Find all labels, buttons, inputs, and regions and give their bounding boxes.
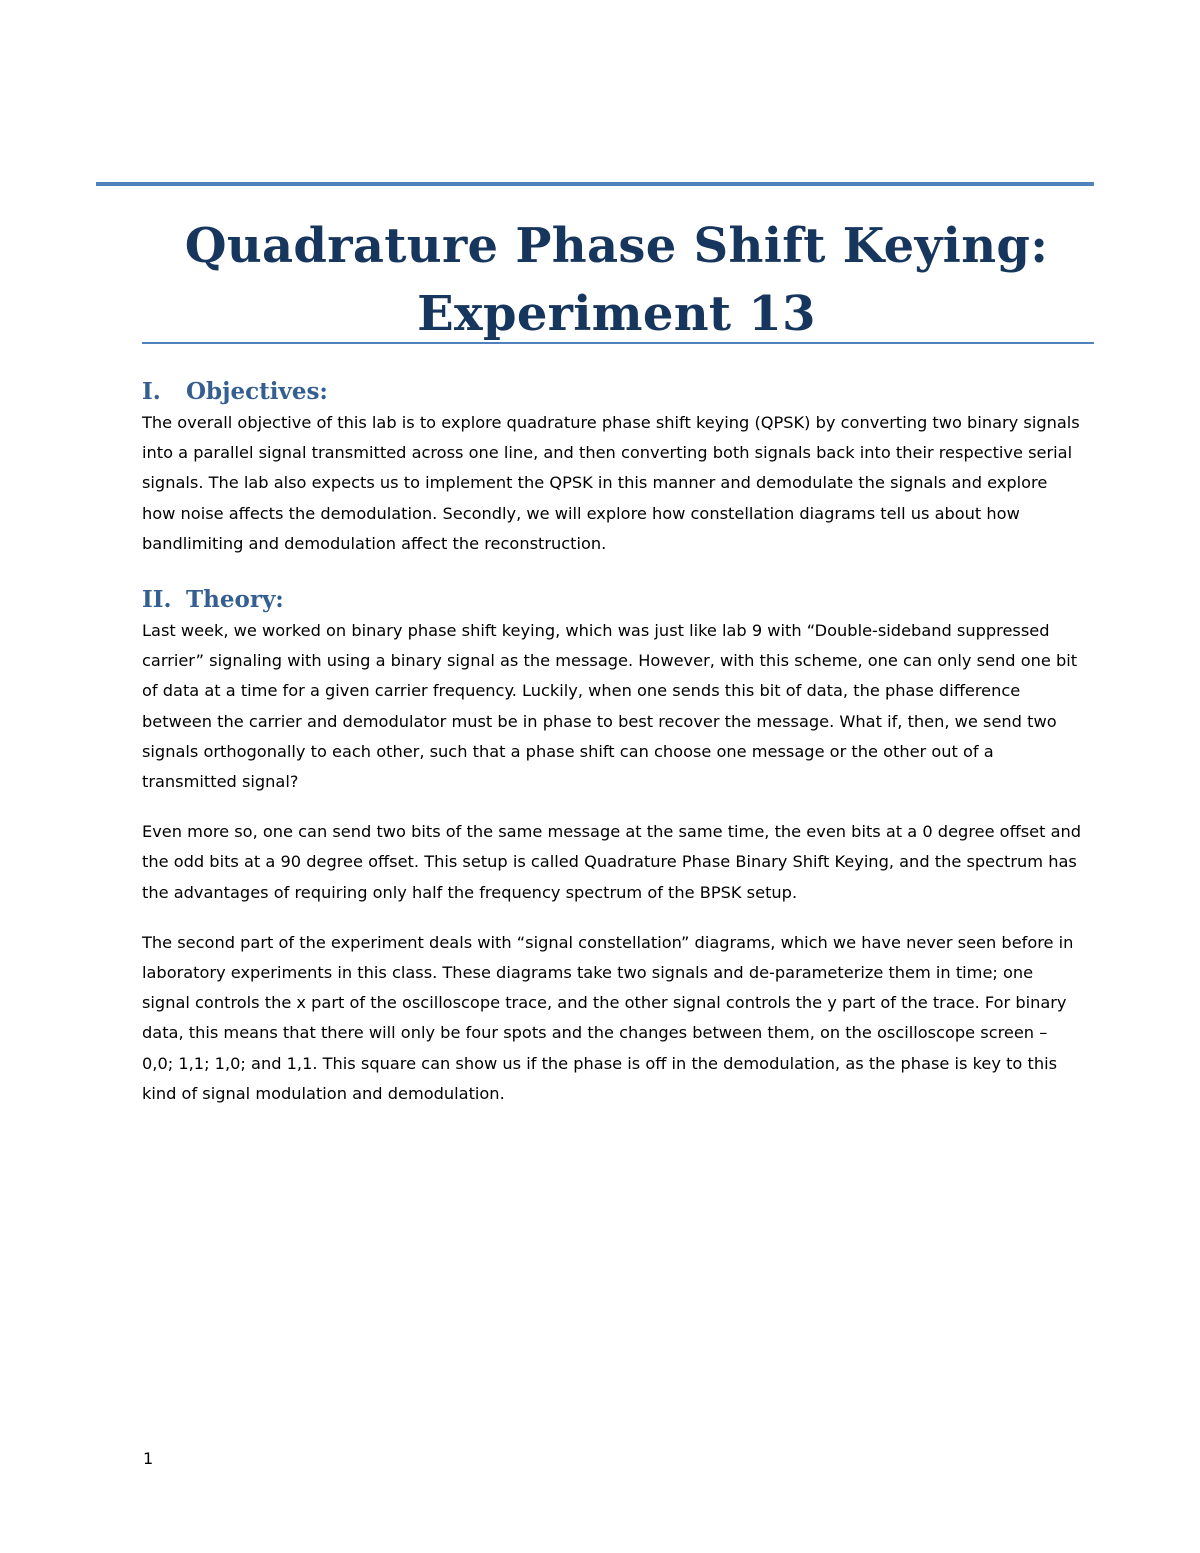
document-title <box>96 212 1137 348</box>
paragraph: Even more so, one can send two bits of the same message at the same time, the even bits at a 0 degree offset and the odd bits at a 90 degree offset. This setup is called Quadrature Phase Binary Shift Keying, and the spectrum has the advantages of requiring only half the frequency spectrum of the BPSK setup. <box>142 822 1082 902</box>
title-top-rule <box>96 182 1094 186</box>
section-objectives <box>142 376 1082 559</box>
paragraph: The second part of the experiment deals with “signal constellation” diagrams, which we have never seen before in laboratory experiments in this class. These diagrams take two signals and de-parameterize them in time; one signal controls the x part of the oscilloscope trace, and the other signal controls the y part of the trace. For binary data, this means that there will only be four spots and the changes between them, on the oscilloscope screen – 0,0; 1,1; 1,0; and 1,1. This square can show us if the phase is off in the demodulation, as the phase is key to this kind of signal modulation and demodulation. <box>142 932 1074 1103</box>
section-title: Theory: <box>186 586 284 613</box>
title-line-2: Experiment 13 <box>417 286 816 342</box>
title-line-1: Quadrature Phase Shift Keying: <box>184 218 1049 274</box>
paragraph: Last week, we worked on binary phase shift keying, which was just like lab 9 with “Double-sideband suppressed carrier” signaling with using a binary signal as the message. However, with this scheme, one can only send one bit of data at a time for a given carrier frequency. Luckily, when one sends this bit of data, the phase difference between the carrier and demodulator must be in phase to best recover the message. What if, then, we send two signals orthogonally to each other, such that a phase shift can choose one message or the other out of a transmitted signal? <box>142 621 1078 792</box>
section-number: I. <box>142 378 161 405</box>
section-heading <box>142 584 1082 616</box>
section-number: II. <box>142 586 172 613</box>
section-theory <box>142 584 1082 1109</box>
section-title: Objectives: <box>186 378 328 405</box>
page-number: 1 <box>143 1449 154 1468</box>
paragraph: The overall objective of this lab is to explore quadrature phase shift keying (QPSK) by converting two binary signals into a parallel signal transmitted across one line, and then converting both signals back into their respective serial signals. The lab also expects us to implement the QPSK in this manner and demodulate the signals and explore how noise affects the demodulation. Secondly, we will explore how constellation diagrams tell us about how bandlimiting and demodulation affect the reconstruction. <box>142 413 1080 553</box>
title-bottom-rule <box>142 342 1094 344</box>
section-heading <box>142 376 1082 408</box>
